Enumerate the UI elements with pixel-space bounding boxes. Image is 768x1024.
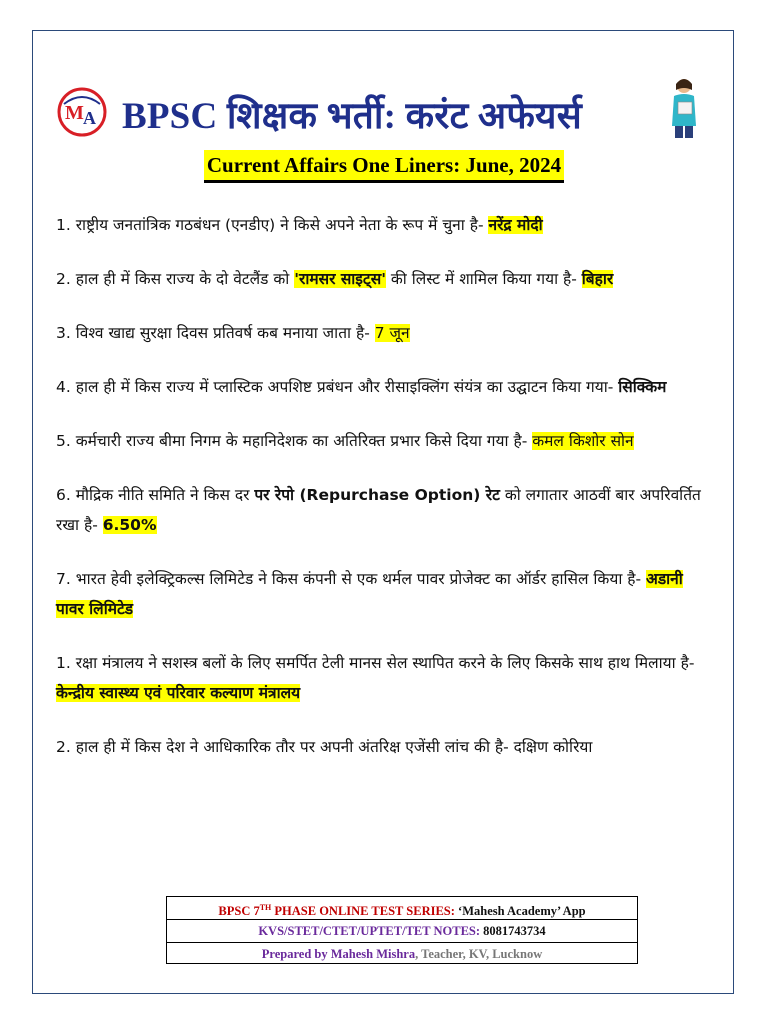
page-title: BPSC शिक्षक भर्ती: करंट अफेयर्स <box>122 96 582 137</box>
page-subtitle: Current Affairs One Liners: June, 2024 <box>204 150 564 183</box>
answer: दक्षिण कोरिया <box>513 738 593 756</box>
answer: 7 जून <box>374 324 410 342</box>
mahesh-academy-logo <box>56 86 108 138</box>
footer-row-test-series: BPSC 7TH PHASE ONLINE TEST SERIES: ‘Mahesh Academy’ App <box>167 897 637 920</box>
question-item: 3. विश्व खाद्य सुरक्षा दिवस प्रतिवर्ष कब मनाया जाता है- 7 जून <box>56 324 410 342</box>
question-list <box>56 210 706 786</box>
header <box>56 82 708 146</box>
answer: कमल किशोर सोन <box>532 432 634 450</box>
question-item: 1. राष्ट्रीय जनतांत्रिक गठबंधन (एनडीए) ने किसे अपने नेता के रूप में चुना है- नरेंद्र मोदी <box>56 216 543 234</box>
question-item: 5. कर्मचारी राज्य बीमा निगम के महानिदेशक का अतिरिक्त प्रभार किसे दिया गया है- कमल किशोर सोन <box>56 432 634 450</box>
footer-row-notes: KVS/STET/CTET/UPTET/TET NOTES: 8081743734 <box>167 920 637 943</box>
answer: 6.50% <box>102 516 157 534</box>
svg-text:M: M <box>65 102 84 124</box>
subtitle-wrap <box>0 150 768 183</box>
answer: केन्द्रीय स्वास्थ्य एवं परिवार कल्याण मंत्रालय <box>56 684 301 702</box>
footer-row-author: Prepared by Mahesh Mishra, Teacher, KV, Lucknow <box>261 947 543 961</box>
teacher-illustration-icon <box>664 76 704 140</box>
question-item: 4. हाल ही में किस राज्य में प्लास्टिक अपशिष्ट प्रबंधन और रीसाइक्लिंग संयंत्र का उद्घाटन किया गया- सिक्किम <box>56 378 667 396</box>
question-item: 1. रक्षा मंत्रालय ने सशस्त्र बलों के लिए समर्पित टेली मानस सेल स्थापित करने के लिए किसके साथ हाथ मिलाया है- केन्द्रीय स्वास्थ्य एवं परिवार कल्याण मंत्रालय <box>56 654 695 702</box>
highlighted-term: 'रामसर साइट्स' <box>294 270 386 288</box>
question-item: 2. हाल ही में किस देश ने आधिकारिक तौर पर अपनी अंतरिक्ष एजेंसी लांच की है- दक्षिण कोरिया <box>56 738 593 756</box>
highlighted-term: पर रेपो (Repurchase Option) रेट <box>254 486 500 504</box>
question-item: 6. मौद्रिक नीति समिति ने किस दर पर रेपो (Repurchase Option) रेट को लगातार आठवीं बार अपरिवर्तित रखा है- 6.50% <box>56 486 701 534</box>
svg-text:A: A <box>83 108 96 128</box>
answer: अडानी पावर लिमिटेड <box>56 570 683 618</box>
answer: नरेंद्र मोदी <box>488 216 543 234</box>
answer: बिहार <box>581 270 614 288</box>
question-item: 7. भारत हेवी इलेक्ट्रिकल्स लिमिटेड ने किस कंपनी से एक थर्मल पावर प्रोजेक्ट का ऑर्डर हासिल किया है- अडानी पावर लिमिटेड <box>56 570 683 618</box>
question-item: 2. हाल ही में किस राज्य के दो वेटलैंड को 'रामसर साइट्स' की लिस्ट में शामिल किया गया है- बिहार <box>56 270 614 288</box>
footer-box <box>166 896 638 964</box>
answer: सिक्किम <box>618 378 667 396</box>
